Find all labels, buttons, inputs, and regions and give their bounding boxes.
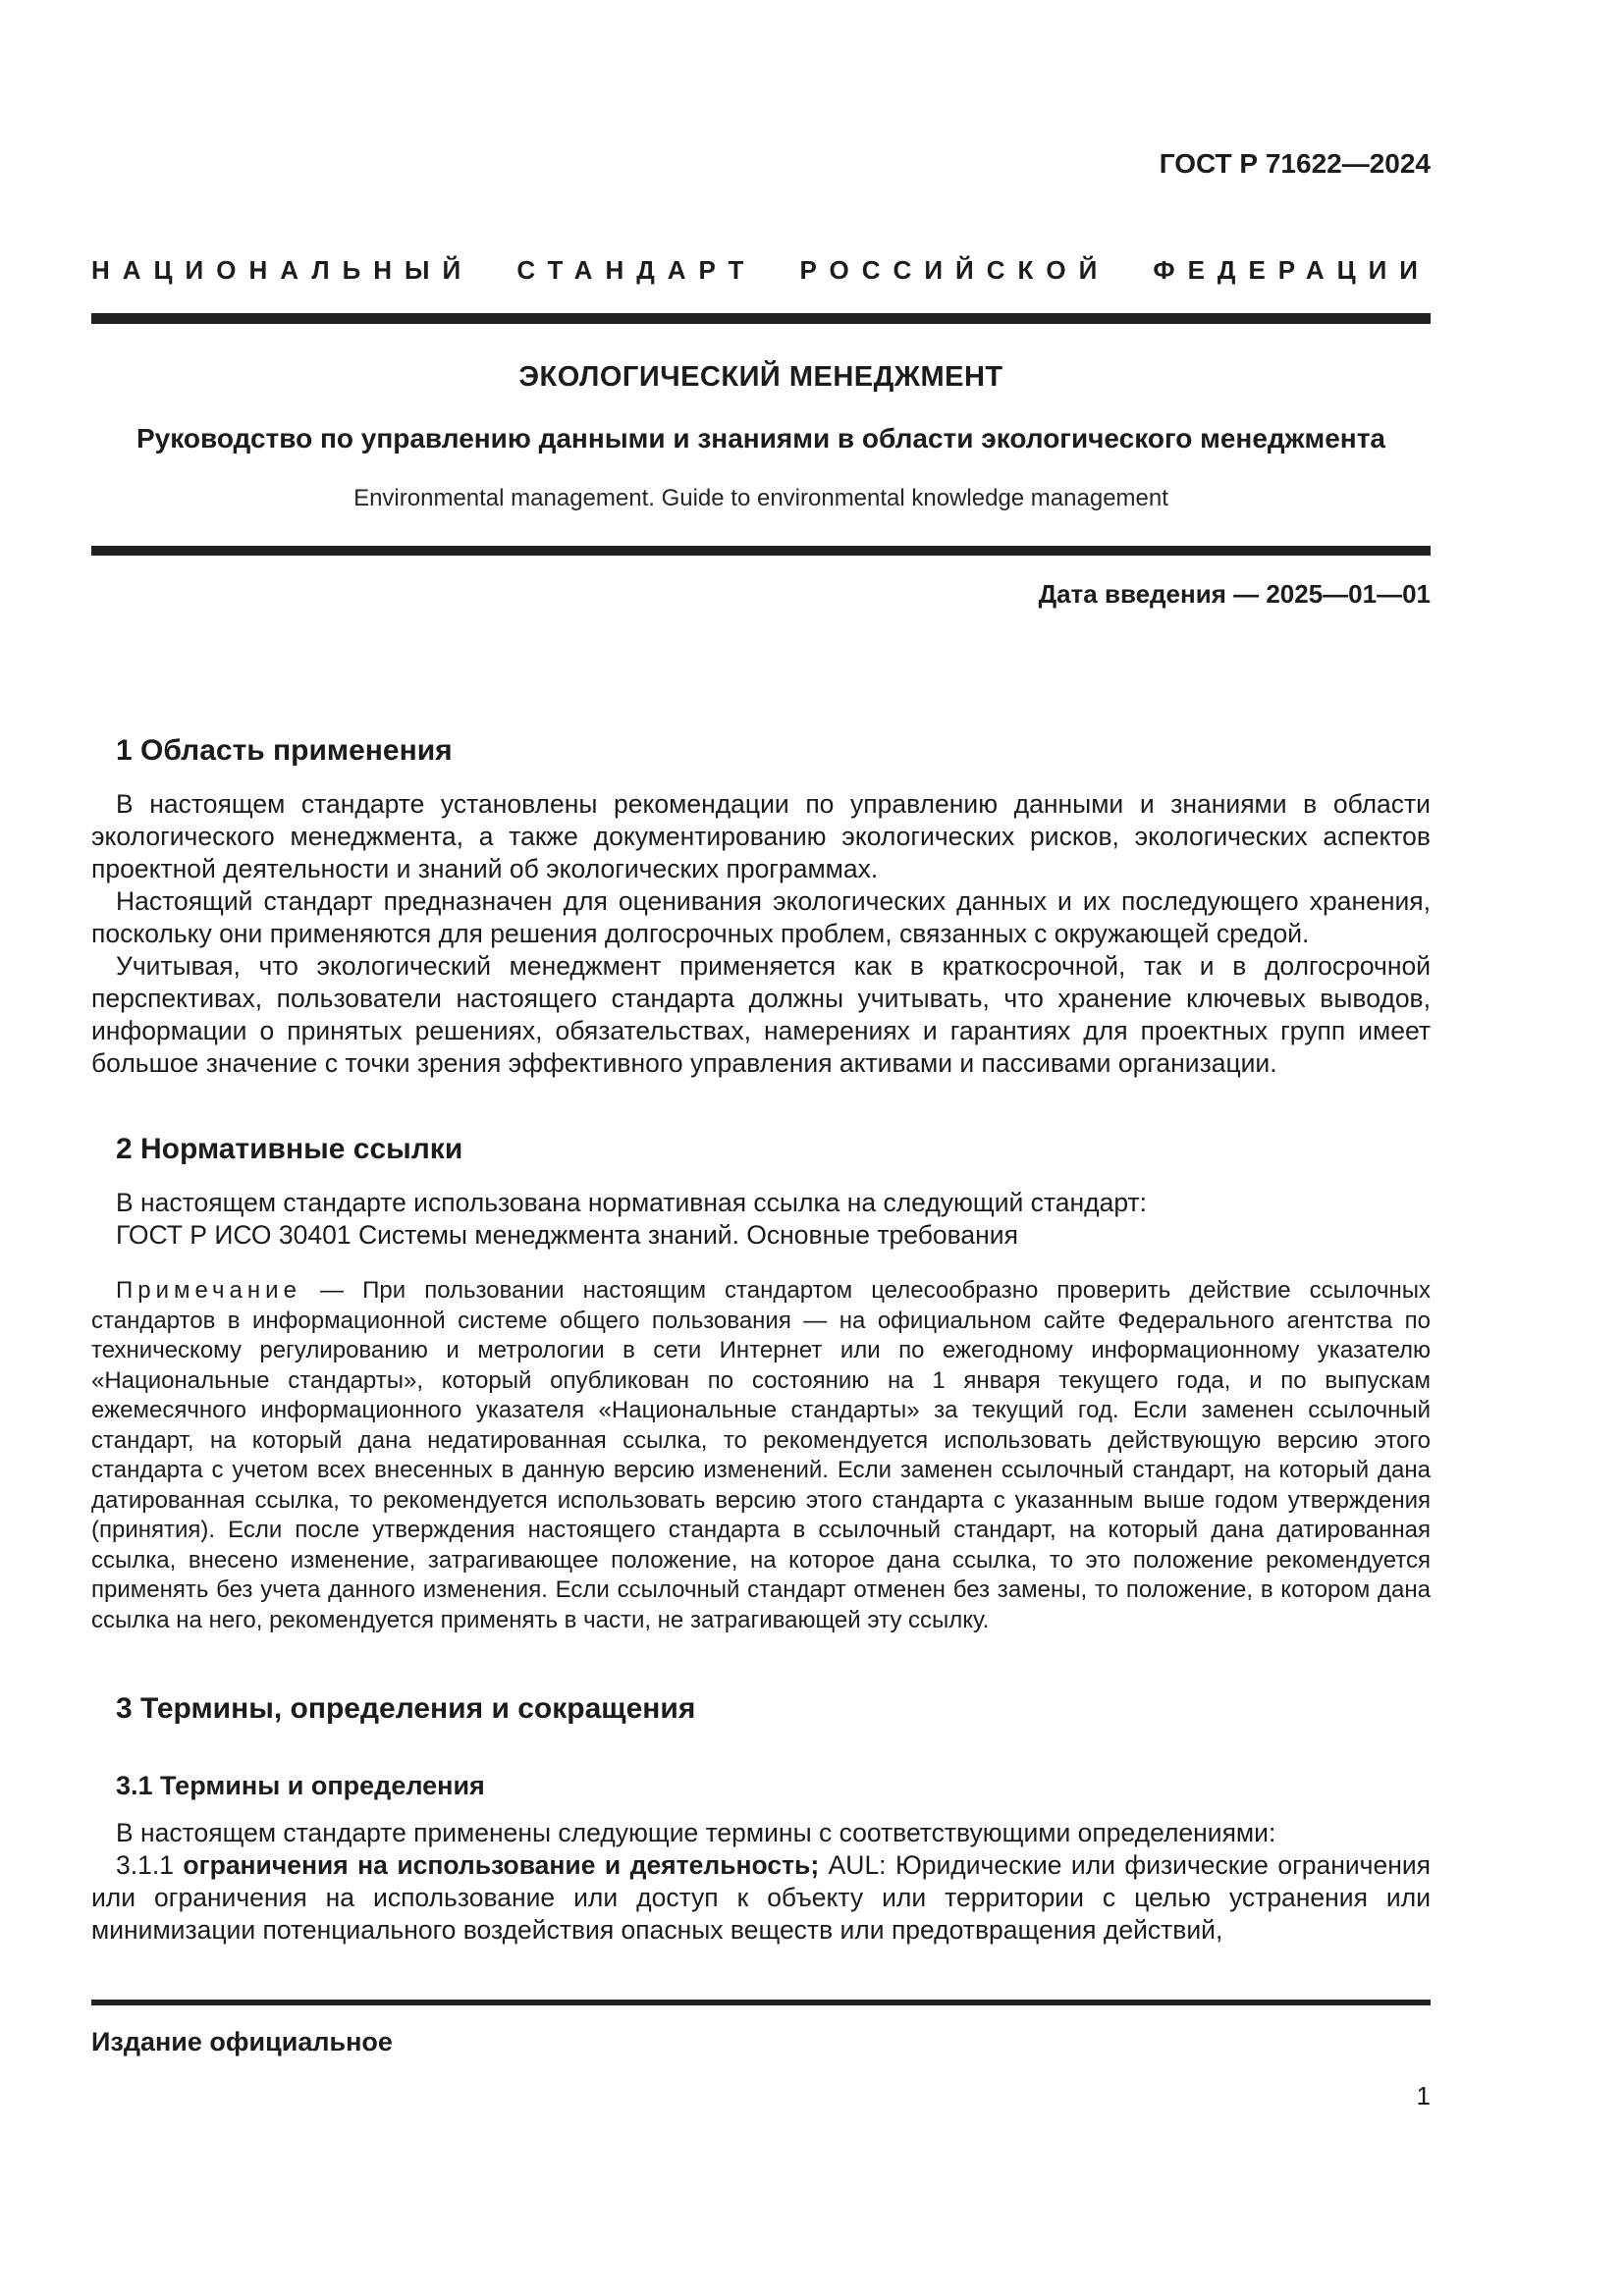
term-name: ограничения на использование и деятельность;: [183, 1850, 820, 1880]
term-definition: AUL: Юридические или физические ограничения или ограничения на использование или доступ к объекту или территории с целью устранения или минимизации потенциального воздействия опасных веществ или предотвращения действий,: [91, 1850, 1431, 1945]
edition-note: Издание официальное: [91, 2027, 393, 2056]
section-3-1-subheading: 3.1 Термины и определения: [116, 1771, 485, 1800]
paragraph: Учитывая, что экологический менеджмент применяется как в краткосрочной, так и в долгосрочной перспективах, пользователи настоящего стандарта должны учитывать, что хранение ключевых выводов, информации о принятых решениях, обязательствах, намерениях и гарантиях для проектных групп имеет большое значение с точки зрения эффективного управления активами и пассивами организации.: [91, 951, 1431, 1078]
note-label: Примечание: [116, 1277, 301, 1304]
doc-subtitle-ru: Руководство по управлению данными и знаниями в области экологического менеджмента: [135, 423, 1386, 454]
national-standard-banner: [91, 255, 1431, 286]
term-number: 3.1.1: [116, 1850, 174, 1880]
doc-title-en: Environmental management. Guide to environmental knowledge management: [353, 485, 1168, 511]
footer-divider: [91, 2000, 1431, 2005]
title-divider: [91, 546, 1431, 556]
doc-code: ГОСТ Р 71622—2024: [1159, 148, 1431, 179]
banner-word: ФЕДЕРАЦИИ: [1153, 255, 1431, 285]
paragraph: Настоящий стандарт предназначен для оценивания экологических данных и их последующего хранения, поскольку они применяются для решения долгосрочных проблем, связанных с окружающей средой.: [91, 886, 1431, 948]
page-number: 1: [1416, 2081, 1431, 2110]
section-1-heading: 1 Область применения: [116, 734, 453, 767]
paragraph: В настоящем стандарте установлены рекомендации по управлению данными и знаниями в области экологического менеджмента, а также документированию экологических рисков, экологических аспектов проектной деятельности и знаний об экологических программах.: [91, 789, 1431, 883]
banner-word: СТАНДАРТ: [516, 255, 757, 285]
section-3-heading: 3 Термины, определения и сокращения: [116, 1692, 696, 1725]
note-paragraph: [91, 1276, 1431, 1635]
section-1-body: [91, 788, 1431, 1080]
standard-reference: ГОСТ Р ИСО 30401 Системы менеджмента знаний. Основные требования: [116, 1220, 1018, 1250]
paragraph: В настоящем стандарте использована нормативная ссылка на следующий стандарт:: [116, 1188, 1147, 1217]
banner-word: НАЦИОНАЛЬНЫЙ: [91, 255, 474, 285]
page-footer: [91, 2000, 1431, 2111]
doc-title-ru: ЭКОЛОГИЧЕСКИЙ МЕНЕДЖМЕНТ: [518, 361, 1003, 393]
header-divider: [91, 313, 1431, 324]
effective-date: Дата введения — 2025—01—01: [1038, 579, 1431, 609]
section-3-body: [91, 1817, 1431, 1947]
term-definition-paragraph: [91, 1849, 1431, 1947]
section-2-heading: 2 Нормативные ссылки: [116, 1133, 463, 1165]
paragraph: В настоящем стандарте применены следующие термины с соответствующими определениями:: [116, 1818, 1276, 1847]
section-2-body: [91, 1187, 1431, 1635]
note-text: — При пользовании настоящим стандартом целесообразно проверить действие ссылочных стандартов в информационной системе общего пользования — на официальном сайте Федерального агентства по техническому регулированию и метрологии в сети Интернет или по ежегодному информационному указателю «Национальные стандарты», который опубликован по состоянию на 1 января текущего года, и по выпускам ежемесячного информационного указателя «Национальные стандарты» за текущий год. Если заменен ссылочный стандарт, на который дана недатированная ссылка, то рекомендуется использовать действующую версию этого стандарта с учетом всех внесенных в данную версию изменений. Если заменен ссылочный стандарт, на который дана датированная ссылка, то рекомендуется использовать версию этого стандарта с указанным выше годом утверждения (принятия). Если после утверждения настоящего стандарта в ссылочный стандарт, на который дана датированная ссылка, внесено изменение, затрагивающее положение, на которое дана ссылка, то это положение рекомендуется применять без учета данного изменения. Если ссылочный стандарт отменен без замены, то положение, в котором дана ссылка на него, рекомендуется применять в части, не затрагивающей эту ссылку.: [91, 1277, 1431, 1633]
banner-word: РОССИЙСКОЙ: [799, 255, 1110, 285]
